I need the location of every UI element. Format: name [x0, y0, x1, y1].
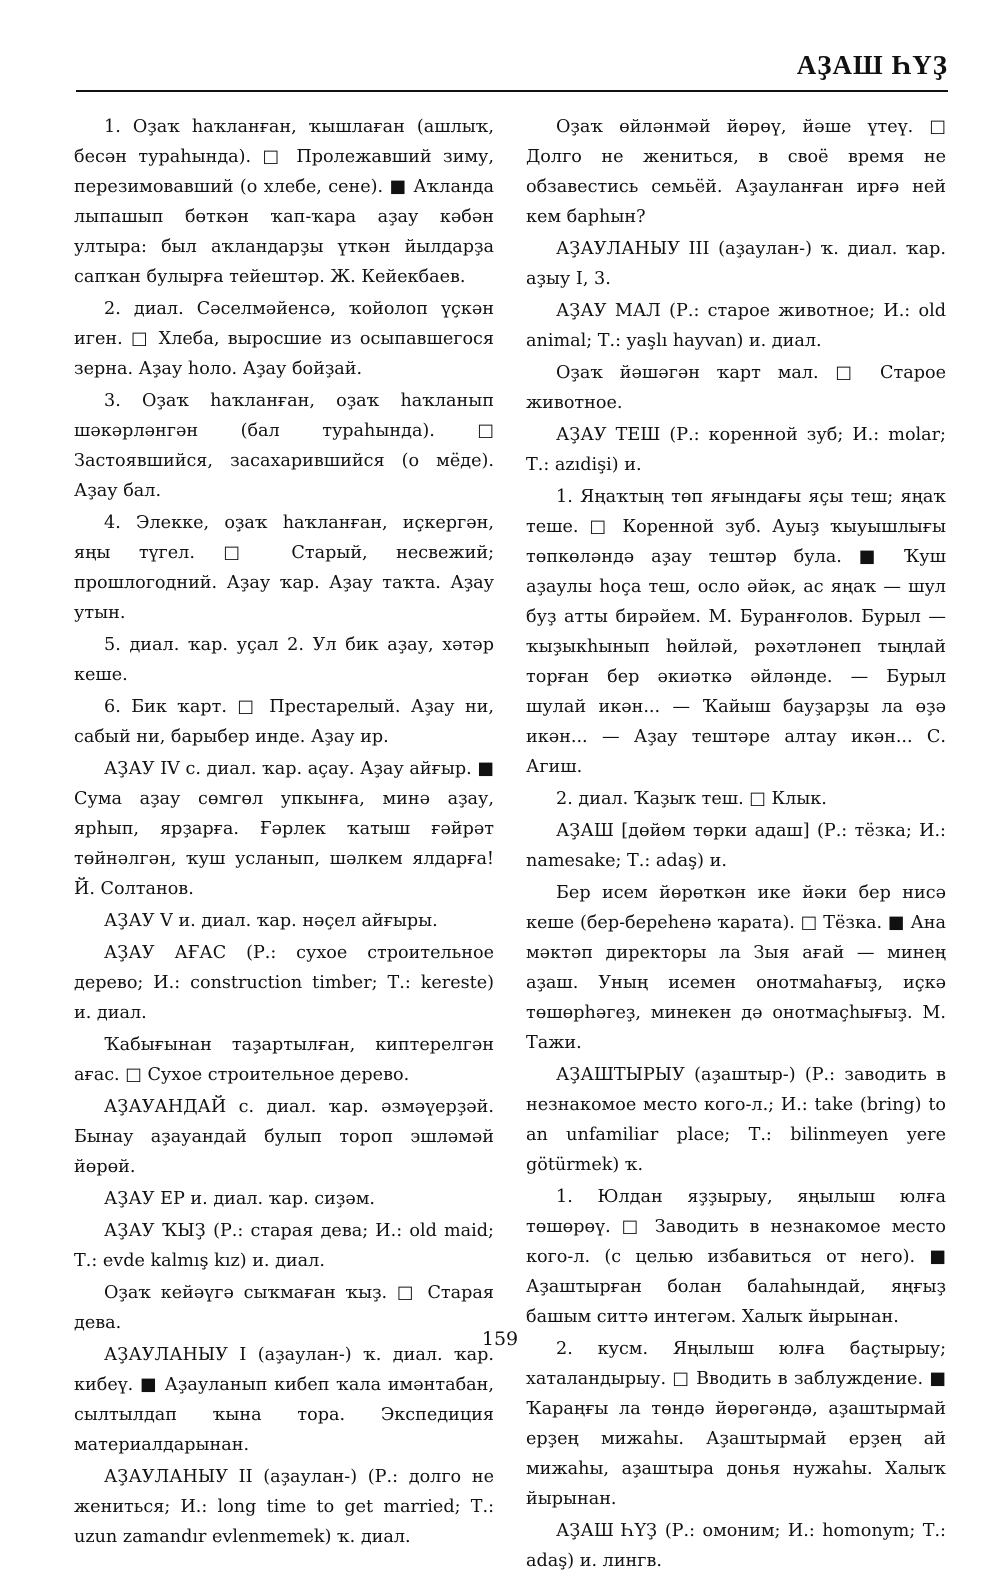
entry-paragraph: АҘАШ ҺҮҘ (Р.: омоним; И.: homonym; Т.: adaş) и. лингв.	[526, 1521, 946, 1571]
entry-paragraph: АҘАУ АҒАС (Р.: сухое строительное дерево; И.: construction timber; Т.: kereste) и. диал.	[74, 943, 494, 1023]
entry-paragraph: Оҙаҡ йәшәгән ҡарт мал. □ Старое животное.	[526, 363, 946, 413]
right-column	[526, 112, 946, 1578]
entry-paragraph: АҘАУЛАНЫУ II (аҙаулан-) (Р.: долго не жениться; И.: long time to get married; Т.: uzun zamandır evlenmemek) ҡ. диал.	[74, 1467, 494, 1547]
entry-paragraph: 6. Бик ҡарт. □ Престарелый. Аҙау ни, сабый ни, барыбер инде. Аҙау ир.	[74, 697, 494, 747]
entry-paragraph: АҘАУ V и. диал. ҡар. нәҫел айғыры.	[104, 911, 438, 931]
entry-paragraph: 1. Юлдан яҙҙырыу, яңылыш юлға төшөрөү. □ Заводить в незнакомое место кого-л. (с целью избавиться от него). ■ Аҙаштырған болан балаһындай, яңғыҙ башым ситтә интегәм. Халыҡ йырынан.	[526, 1187, 946, 1327]
entry-paragraph: 2. диал. Ҡаҙыҡ теш. □ Клык.	[556, 789, 827, 809]
entry-paragraph: 2. диал. Сәселмәйенсә, ҡойолоп үҫкән иген. □ Хлеба, выросшие из осыпавшегося зерна. Аҙау һоло. Аҙау бойҙай.	[74, 299, 494, 379]
entry-paragraph: АҘАУ ТЕШ (Р.: коренной зуб; И.: molar; Т.: azıdişi) и.	[526, 425, 946, 475]
entry-paragraph: АҘАШТЫРЫУ (аҙаштыр-) (Р.: заводить в незнакомое место кого-л.; И.: take (bring) to an unfamiliar place; Т.: bilinmeyen yere götürmek) ҡ.	[526, 1065, 946, 1175]
entry-paragraph: Ҡабығынан таҙартылған, киптерелгән ағас. □ Сухое строительное дерево.	[74, 1035, 494, 1085]
entry-paragraph: АҘАУЛАНЫУ III (аҙаулан-) ҡ. диал. ҡар. аҙыу I, 3.	[526, 239, 946, 289]
entry-paragraph: 4. Элекке, оҙаҡ һаҡланған, иҫкергән, яңы түгел. □ Старый, несвежий; прошлогодний. Аҙау ҡар. Аҙау таҡта. Аҙау утын.	[74, 513, 494, 623]
entry-paragraph: АҘАУАНДАЙ с. диал. ҡар. әзмәүерҙәй. Бынау аҙауандай булып тороп эшләмәй йөрөй.	[74, 1097, 494, 1177]
entry-paragraph: Бер исем йөрөткән ике йәки бер нисә кеше (бер-береһенә ҡарата). □ Тёзка. ■ Ана мәктәп директоры ла Зыя ағай — минең аҙаш. Уның исемен онотмаһағыҙ, иҫкә төшөрһәгеҙ, минекен дә онотмаҫһығыҙ. М. Тажи.	[526, 883, 946, 1053]
entry-paragraph: АҘАУ ЕР и. диал. ҡар. сиҙәм.	[104, 1189, 376, 1209]
entry-paragraph: 3. Оҙаҡ һаҡланған, оҙаҡ һаҡланып шәкәрләнгән (бал тураһында). □ Застоявшийся, засахарившийся (о мёде). Аҙау бал.	[74, 391, 494, 501]
entry-paragraph: АҘАУ МАЛ (Р.: старое животное; И.: old animal; Т.: yaşlı hayvan) и. диал.	[526, 301, 946, 351]
entry-paragraph: Оҙаҡ кейәүгә сыҡмаған ҡыҙ. □ Старая дева.	[74, 1283, 494, 1333]
page-number: 159	[481, 1328, 519, 1350]
entry-paragraph: АҘАУЛАНЫУ I (аҙаулан-) ҡ. диал. ҡар. кибеү. ■ Аҙауланып кибеп ҡала имәнтабан, сылтылдап ҡына тора. Экспедиция материалдарынан.	[74, 1345, 494, 1455]
entry-paragraph: 1. Оҙаҡ һаҡланған, ҡышлаған (ашлыҡ, бесән тураһында). □ Пролежавший зиму, перезимовавший (о хлебе, сене). ■ Аҡланда лыпашып бөткән ҡап-ҡара аҙау кәбән ултыра: был аҡландарҙы үткән йылдарҙа сапҡан булырға тейештәр. Ж. Кейекбаев.	[74, 117, 494, 287]
entry-paragraph: АҘАУ IV с. диал. ҡар. аҫау. Аҙау айғыр. ■ Сума аҙау сөмгөл упкынға, минә аҙау, ярһып, ярҙарға. Ғәрлек ҡатыш ғәйрәт төйнәлгән, ҡуш усланып, шәлкем ялдарға! Й. Солтанов.	[74, 759, 494, 899]
entry-paragraph: 1. Яңаҡтың төп яғындағы яҫы теш; яңаҡ теше. □ Коренной зуб. Ауыҙ ҡыуышлығы төпкөләндә аҙау тештәр була. ■ Ҡуш аҙаулы һоҫа теш, осло әйәк, ас яңаҡ — шул буҙ атты бирәйем. М. Буранғолов. Бурыл — ҡыҙыкһынып һөйләй, рәхәтләнеп тыңлай торған бер әкиәткә әйләнде. — Бурыл шулай икән... — Ҡайыш бауҙарҙы ла өҙә икән... — Аҙау тештәре алтау икән... С. Агиш.	[526, 487, 946, 777]
entry-paragraph: АҘАУ ҠЫҘ (Р.: старая дева; И.: old maid; Т.: evde kalmış kız) и. диал.	[74, 1221, 494, 1271]
page-header	[76, 40, 948, 92]
entry-paragraph: АҘАШ [дөйөм төрки адаш] (Р.: тёзка; И.: namesake; Т.: adaş) и.	[526, 821, 946, 871]
running-head: АҘАШ ҺҮҘ	[796, 50, 948, 80]
entry-paragraph: Оҙаҡ өйләнмәй йөрөү, йәше үтеү. □ Долго не жениться, в своё время не обзавестись семьёй. Аҙауланған ирғә ней кем барһын?	[526, 117, 946, 227]
entry-paragraph: 5. диал. ҡар. уҫал 2. Ул бик аҙау, хәтәр кеше.	[74, 635, 494, 685]
entry-paragraph: 2. кусм. Яңылыш юлға баҫтырыу; хаталандырыу. □ Вводить в заблуждение. ■ Ҡараңғы ла төндә йөрөгәндә, аҙаштырмай ерҙең мижаһы. Аҙаштырмай ерҙең ай мижаһы, аҙаштыра донья нужаһы. Халыҡ йырынан.	[526, 1339, 946, 1509]
